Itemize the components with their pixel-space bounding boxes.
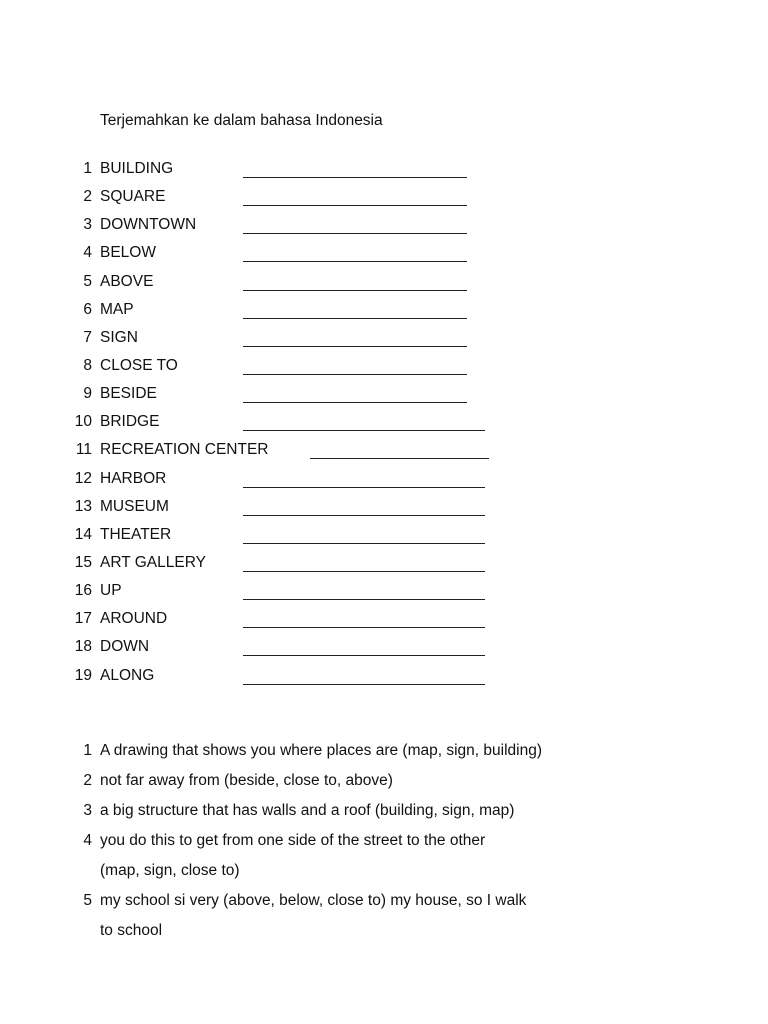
answer-blank[interactable] xyxy=(243,346,467,347)
vocab-word: HARBOR xyxy=(100,469,167,487)
vocab-number: 5 xyxy=(83,272,92,290)
vocab-number: 17 xyxy=(74,610,92,628)
answer-blank[interactable] xyxy=(243,487,485,488)
vocab-number: 15 xyxy=(74,553,92,571)
question-text: a big structure that has walls and a roof (building, sign, map) xyxy=(100,802,515,819)
question-number: 4 xyxy=(83,832,92,849)
vocab-item xyxy=(0,273,768,301)
vocab-word: SQUARE xyxy=(100,188,166,206)
vocab-item xyxy=(0,329,768,357)
question-line xyxy=(0,802,768,832)
vocab-word: BUILDING xyxy=(100,160,174,177)
question-text: my school si very (above, below, close to) my house, so I walk xyxy=(100,892,527,909)
vocab-item xyxy=(0,638,768,666)
answer-blank[interactable] xyxy=(243,177,467,178)
question-text: you do this to get from one side of the street to the other xyxy=(100,832,486,849)
vocab-word: ABOVE xyxy=(100,272,154,290)
answer-blank[interactable] xyxy=(243,571,485,572)
vocab-item xyxy=(0,498,768,526)
answer-blank[interactable] xyxy=(243,205,467,206)
vocab-item xyxy=(0,554,768,582)
vocab-number: 18 xyxy=(74,638,92,656)
answer-blank[interactable] xyxy=(243,627,485,628)
question-line xyxy=(0,772,768,802)
vocab-item xyxy=(0,301,768,329)
question-line xyxy=(0,922,768,952)
vocab-number: 2 xyxy=(83,188,92,206)
vocab-number: 8 xyxy=(83,356,92,374)
question-number: 1 xyxy=(83,742,92,759)
vocab-word: MAP xyxy=(100,300,134,318)
answer-blank[interactable] xyxy=(243,261,467,262)
question-text: A drawing that shows you where places are (map, sign, building) xyxy=(100,742,542,759)
vocab-item xyxy=(0,526,768,554)
answer-blank[interactable] xyxy=(243,290,467,291)
vocab-number: 9 xyxy=(83,385,92,403)
vocab-word: UP xyxy=(100,582,122,600)
vocab-word: THEATER xyxy=(100,525,172,543)
vocab-item xyxy=(0,188,768,216)
answer-blank[interactable] xyxy=(243,543,485,544)
vocab-number: 12 xyxy=(74,469,92,487)
worksheet-heading: Terjemahkan ke dalam bahasa Indonesia xyxy=(100,112,383,129)
answer-blank[interactable] xyxy=(243,684,485,685)
vocab-number: 19 xyxy=(74,666,92,684)
vocab-word: DOWNTOWN xyxy=(100,216,197,234)
answer-blank[interactable] xyxy=(243,655,485,656)
question-line xyxy=(0,862,768,892)
vocab-item xyxy=(0,470,768,498)
vocab-number: 13 xyxy=(74,497,92,515)
vocab-word: ART GALLERY xyxy=(100,553,206,571)
vocab-word: ALONG xyxy=(100,666,155,684)
vocab-item xyxy=(0,160,768,188)
vocab-item xyxy=(0,413,768,441)
vocab-item xyxy=(0,385,768,413)
vocab-item xyxy=(0,357,768,385)
question-number: 2 xyxy=(83,772,92,789)
vocab-word: CLOSE TO xyxy=(100,356,178,374)
answer-blank[interactable] xyxy=(243,374,467,375)
question-text: to school xyxy=(100,922,163,939)
vocab-number: 10 xyxy=(74,413,92,431)
vocab-number: 16 xyxy=(74,582,92,600)
question-text: (map, sign, close to) xyxy=(100,862,240,879)
vocab-number: 4 xyxy=(83,244,92,262)
vocab-number: 14 xyxy=(74,525,92,543)
answer-blank[interactable] xyxy=(243,515,485,516)
answer-blank[interactable] xyxy=(243,430,485,431)
vocabulary-list xyxy=(0,160,768,695)
answer-blank[interactable] xyxy=(243,233,467,234)
question-list xyxy=(0,742,768,952)
answer-blank[interactable] xyxy=(243,599,485,600)
answer-blank[interactable] xyxy=(243,318,467,319)
vocab-number: 6 xyxy=(83,300,92,318)
vocab-number: 1 xyxy=(83,160,92,177)
vocab-item xyxy=(0,667,768,695)
question-line xyxy=(0,832,768,862)
vocab-number: 7 xyxy=(83,328,92,346)
vocab-word: DOWN xyxy=(100,638,150,656)
question-line xyxy=(0,742,768,772)
vocab-word: BELOW xyxy=(100,244,156,262)
vocab-word: RECREATION CENTER xyxy=(100,441,269,459)
vocab-number: 11 xyxy=(75,441,92,459)
vocab-word: SIGN xyxy=(100,328,138,346)
vocab-word: BRIDGE xyxy=(100,413,160,431)
question-number: 3 xyxy=(83,802,92,819)
question-text: not far away from (beside, close to, above) xyxy=(100,772,393,789)
vocab-item xyxy=(0,244,768,272)
question-line xyxy=(0,892,768,922)
vocab-word: AROUND xyxy=(100,610,168,628)
vocab-item xyxy=(0,216,768,244)
answer-blank[interactable] xyxy=(243,402,467,403)
vocab-number: 3 xyxy=(83,216,92,234)
answer-blank[interactable] xyxy=(310,458,489,459)
question-number: 5 xyxy=(83,892,92,909)
vocab-word: MUSEUM xyxy=(100,497,169,515)
vocab-item xyxy=(0,610,768,638)
vocab-word: BESIDE xyxy=(100,385,157,403)
vocab-item xyxy=(0,582,768,610)
vocab-item xyxy=(0,441,768,469)
